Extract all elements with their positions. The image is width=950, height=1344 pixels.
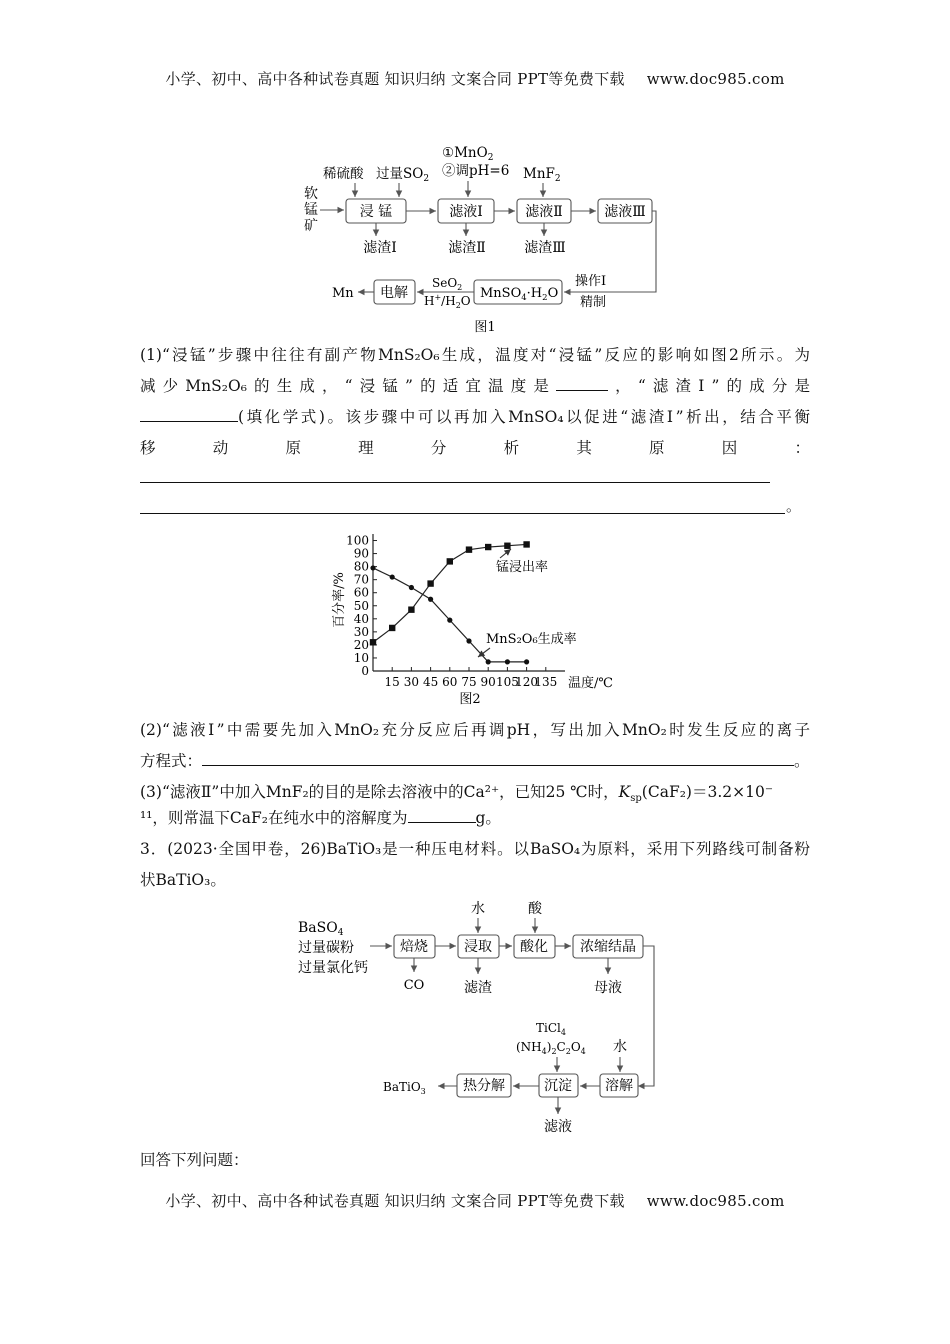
refine-label: 精制 xyxy=(580,295,607,310)
q3-solubility-blank[interactable] xyxy=(408,804,476,823)
x-tick-label: 30 xyxy=(403,675,420,689)
ticl4-input: TiCl$_4$ xyxy=(536,1021,566,1037)
data-point-circle xyxy=(524,659,529,664)
y-tick-label: 30 xyxy=(353,624,369,639)
y-tick-label: 100 xyxy=(346,533,369,548)
reagent-so2: 过量$SO_2$ xyxy=(376,166,430,184)
data-point-circle xyxy=(447,618,452,623)
residue-2: 滤渣Ⅱ xyxy=(448,240,486,256)
data-point-circle xyxy=(390,574,395,579)
q1-answer-line-1[interactable] xyxy=(140,482,770,483)
series-label-mn-leach: 锰浸出率 xyxy=(496,560,549,575)
footer-url: www.doc985.com xyxy=(646,1192,785,1210)
box-filtrate-2-label: 滤液Ⅱ xyxy=(525,204,563,220)
q1-line-2b: ，“滤渣Ⅰ”的成分是 xyxy=(608,377,810,395)
filtrate-output: 滤液 xyxy=(544,1119,572,1135)
q2-line-1: (2)“滤液Ⅰ”中需要先加入MnO₂充分反应后再调pH，写出加入MnO₂时发生反应的离子 xyxy=(140,721,810,739)
q2-line-2-text: 方程式： xyxy=(140,752,203,770)
box-decompose-label: 热分解 xyxy=(463,1078,505,1094)
q1-line-4: 移动原理分析其原因： xyxy=(140,439,810,457)
q1-answer-line-2[interactable] xyxy=(140,513,785,514)
y-tick-label: 60 xyxy=(353,585,369,600)
residue-1: 滤渣Ⅰ xyxy=(363,240,397,256)
y-tick-label: 20 xyxy=(353,637,369,652)
y-tick-label: 90 xyxy=(353,546,369,561)
ore-char-2: 锰 xyxy=(304,202,318,218)
y-tick-label: 50 xyxy=(353,598,369,613)
q2-line-2 xyxy=(140,746,810,777)
q1-end-mark: 。 xyxy=(786,497,802,515)
x-tick-label: 75 xyxy=(461,675,477,689)
x-tick-label: 90 xyxy=(480,675,496,689)
q3-line-1b: (CaF₂)＝3.2×10⁻ xyxy=(641,783,774,801)
q1-line-3-text: (填化学式)。该步骤中可以再加入MnSO₄以促进“滤渣Ⅰ”析出，结合平衡 xyxy=(238,408,810,426)
feed-carbon: 过量碳粉 xyxy=(298,940,354,956)
data-point-square xyxy=(523,541,529,547)
box-precipitate-label: 沉淀 xyxy=(544,1078,572,1094)
data-point-square xyxy=(504,543,510,549)
figure-3-flowchart xyxy=(290,895,670,1145)
q1-residue-blank[interactable] xyxy=(140,403,238,422)
chart-title: 图2 xyxy=(459,692,481,707)
x-tick-label: 105 xyxy=(495,675,519,689)
q1-line-3 xyxy=(140,402,810,433)
ksp-subscript: sp xyxy=(630,793,642,805)
series-label-mns2o6: MnS₂O₆生成率 xyxy=(486,632,577,647)
page-footer xyxy=(0,1190,950,1211)
box-roast-label: 焙烧 xyxy=(400,939,428,955)
q1-line-1: (1)“浸锰”步骤中往往有副产物MnS₂O₆生成，温度对“浸锰”反应的影响如图2所示。为 xyxy=(140,346,810,364)
co-output: CO xyxy=(403,978,425,993)
data-point-square xyxy=(427,580,433,586)
x-axis-label: 温度/℃ xyxy=(568,676,613,691)
ore-char-1: 软 xyxy=(304,186,318,202)
data-point-circle xyxy=(466,638,471,643)
box-electrolysis-label: 电解 xyxy=(380,285,408,301)
data-point-square xyxy=(408,606,414,612)
q1-temperature-blank[interactable] xyxy=(556,372,608,391)
q2-end-mark: 。 xyxy=(794,752,810,770)
q3-line-2b: g。 xyxy=(475,809,501,827)
data-point-square xyxy=(389,625,395,631)
data-point-square xyxy=(447,558,453,564)
mother-liquor-output: 母液 xyxy=(594,980,622,996)
batio3-product: BaTiO$_3$ xyxy=(383,1080,426,1096)
q3-line-1a: (3)“滤液Ⅱ”中加入MnF₂的目的是除去溶液中的Ca²⁺，已知25 ℃时， xyxy=(140,783,619,801)
q1-line-2a: 减少MnS₂O₆的生成，“浸锰”的适宜温度是 xyxy=(140,377,557,395)
x-tick-label: 15 xyxy=(384,675,400,689)
y-tick-label: 70 xyxy=(353,572,369,587)
seo2-label: SeO$_2$ xyxy=(432,276,463,292)
header-text: 小学、初中、高中各种试卷真题 知识归纳 文案合同 PPT等免费下载 xyxy=(165,70,625,88)
ore-char-3: 矿 xyxy=(304,218,318,234)
q3-line-2a: ¹¹，则常温下CaF₂在纯水中的溶解度为 xyxy=(140,809,408,827)
box-concentrate-label: 浓缩结晶 xyxy=(580,939,636,955)
header-url: www.doc985.com xyxy=(646,70,785,88)
ksp-symbol: K xyxy=(618,783,631,801)
figure-1-caption: 图1 xyxy=(474,320,496,335)
x-tick-label: 45 xyxy=(422,675,439,689)
box-filtrate-1-label: 滤液Ⅰ xyxy=(449,204,483,220)
residue-3: 滤渣Ⅲ xyxy=(524,240,566,256)
data-point-circle xyxy=(486,659,491,664)
box-filtrate-3-label: 滤液Ⅲ xyxy=(604,204,646,220)
page-header xyxy=(0,68,950,89)
residue-output: 滤渣 xyxy=(464,980,492,996)
problem-3-line-1: 3．(2023·全国甲卷，26)BaTiO₃是一种压电材料。以BaSO₄为原料，采用下列路线可制备粉 xyxy=(140,840,810,858)
reagent-mnf2: MnF$_2$ xyxy=(523,166,561,184)
data-point-circle xyxy=(505,659,510,664)
acid-input: 酸 xyxy=(528,901,542,917)
reagent-adjust-ph: ②调pH=6 xyxy=(442,163,510,179)
reagent-mno2: ①MnO$_2$ xyxy=(442,145,494,163)
data-point-circle xyxy=(370,565,375,570)
feed-baso4: BaSO$_4$ xyxy=(298,920,344,938)
water-input: 水 xyxy=(471,901,485,917)
box-leach-label: 浸 锰 xyxy=(359,204,393,220)
feed-cacl2: 过量氯化钙 xyxy=(298,960,368,976)
operation-1-label: 操作Ⅰ xyxy=(575,274,607,289)
data-point-square xyxy=(466,546,472,552)
y-tick-label: 80 xyxy=(353,559,369,574)
data-point-square xyxy=(485,544,491,550)
series-line-2 xyxy=(373,568,527,662)
figure-1-flowchart xyxy=(290,138,690,338)
h-h2o-label: $H^+/H_2O$ xyxy=(424,293,471,310)
box-dissolve-label: 溶解 xyxy=(605,1078,633,1094)
footer-text: 小学、初中、高中各种试卷真题 知识归纳 文案合同 PPT等免费下载 xyxy=(165,1192,625,1210)
figure-2-chart xyxy=(320,525,630,715)
q1-line-2 xyxy=(140,371,810,402)
q2-equation-blank[interactable] xyxy=(202,747,794,766)
y-tick-label: 0 xyxy=(361,664,369,678)
reagent-sulfuric-acid: 稀硫酸 xyxy=(323,166,364,182)
water-input-2: 水 xyxy=(613,1039,627,1055)
problem-3-line-2: 状BaTiO₃。 xyxy=(140,871,226,889)
data-point-circle xyxy=(409,585,414,590)
x-tick-label: 120 xyxy=(515,675,539,689)
data-point-circle xyxy=(428,597,433,602)
y-tick-label: 40 xyxy=(353,611,369,626)
data-point-square xyxy=(370,639,376,645)
mn-product: Mn xyxy=(332,286,354,301)
y-tick-label: 10 xyxy=(353,650,369,665)
box-leach-label: 浸取 xyxy=(464,939,492,955)
x-tick-label: 60 xyxy=(442,675,458,689)
box-acidify-label: 酸化 xyxy=(520,939,548,955)
q3-line-2 xyxy=(140,803,810,834)
box-mnso4-label: $MnSO_4\cdot H_2O$ xyxy=(480,286,559,303)
nh4-c2o4-input: $(NH_4)_2C_2O_4$ xyxy=(516,1040,586,1056)
answer-prompt: 回答下列问题： xyxy=(140,1151,249,1169)
y-axis-label: 百分率/% xyxy=(332,572,347,628)
x-tick-label: 135 xyxy=(534,675,558,689)
